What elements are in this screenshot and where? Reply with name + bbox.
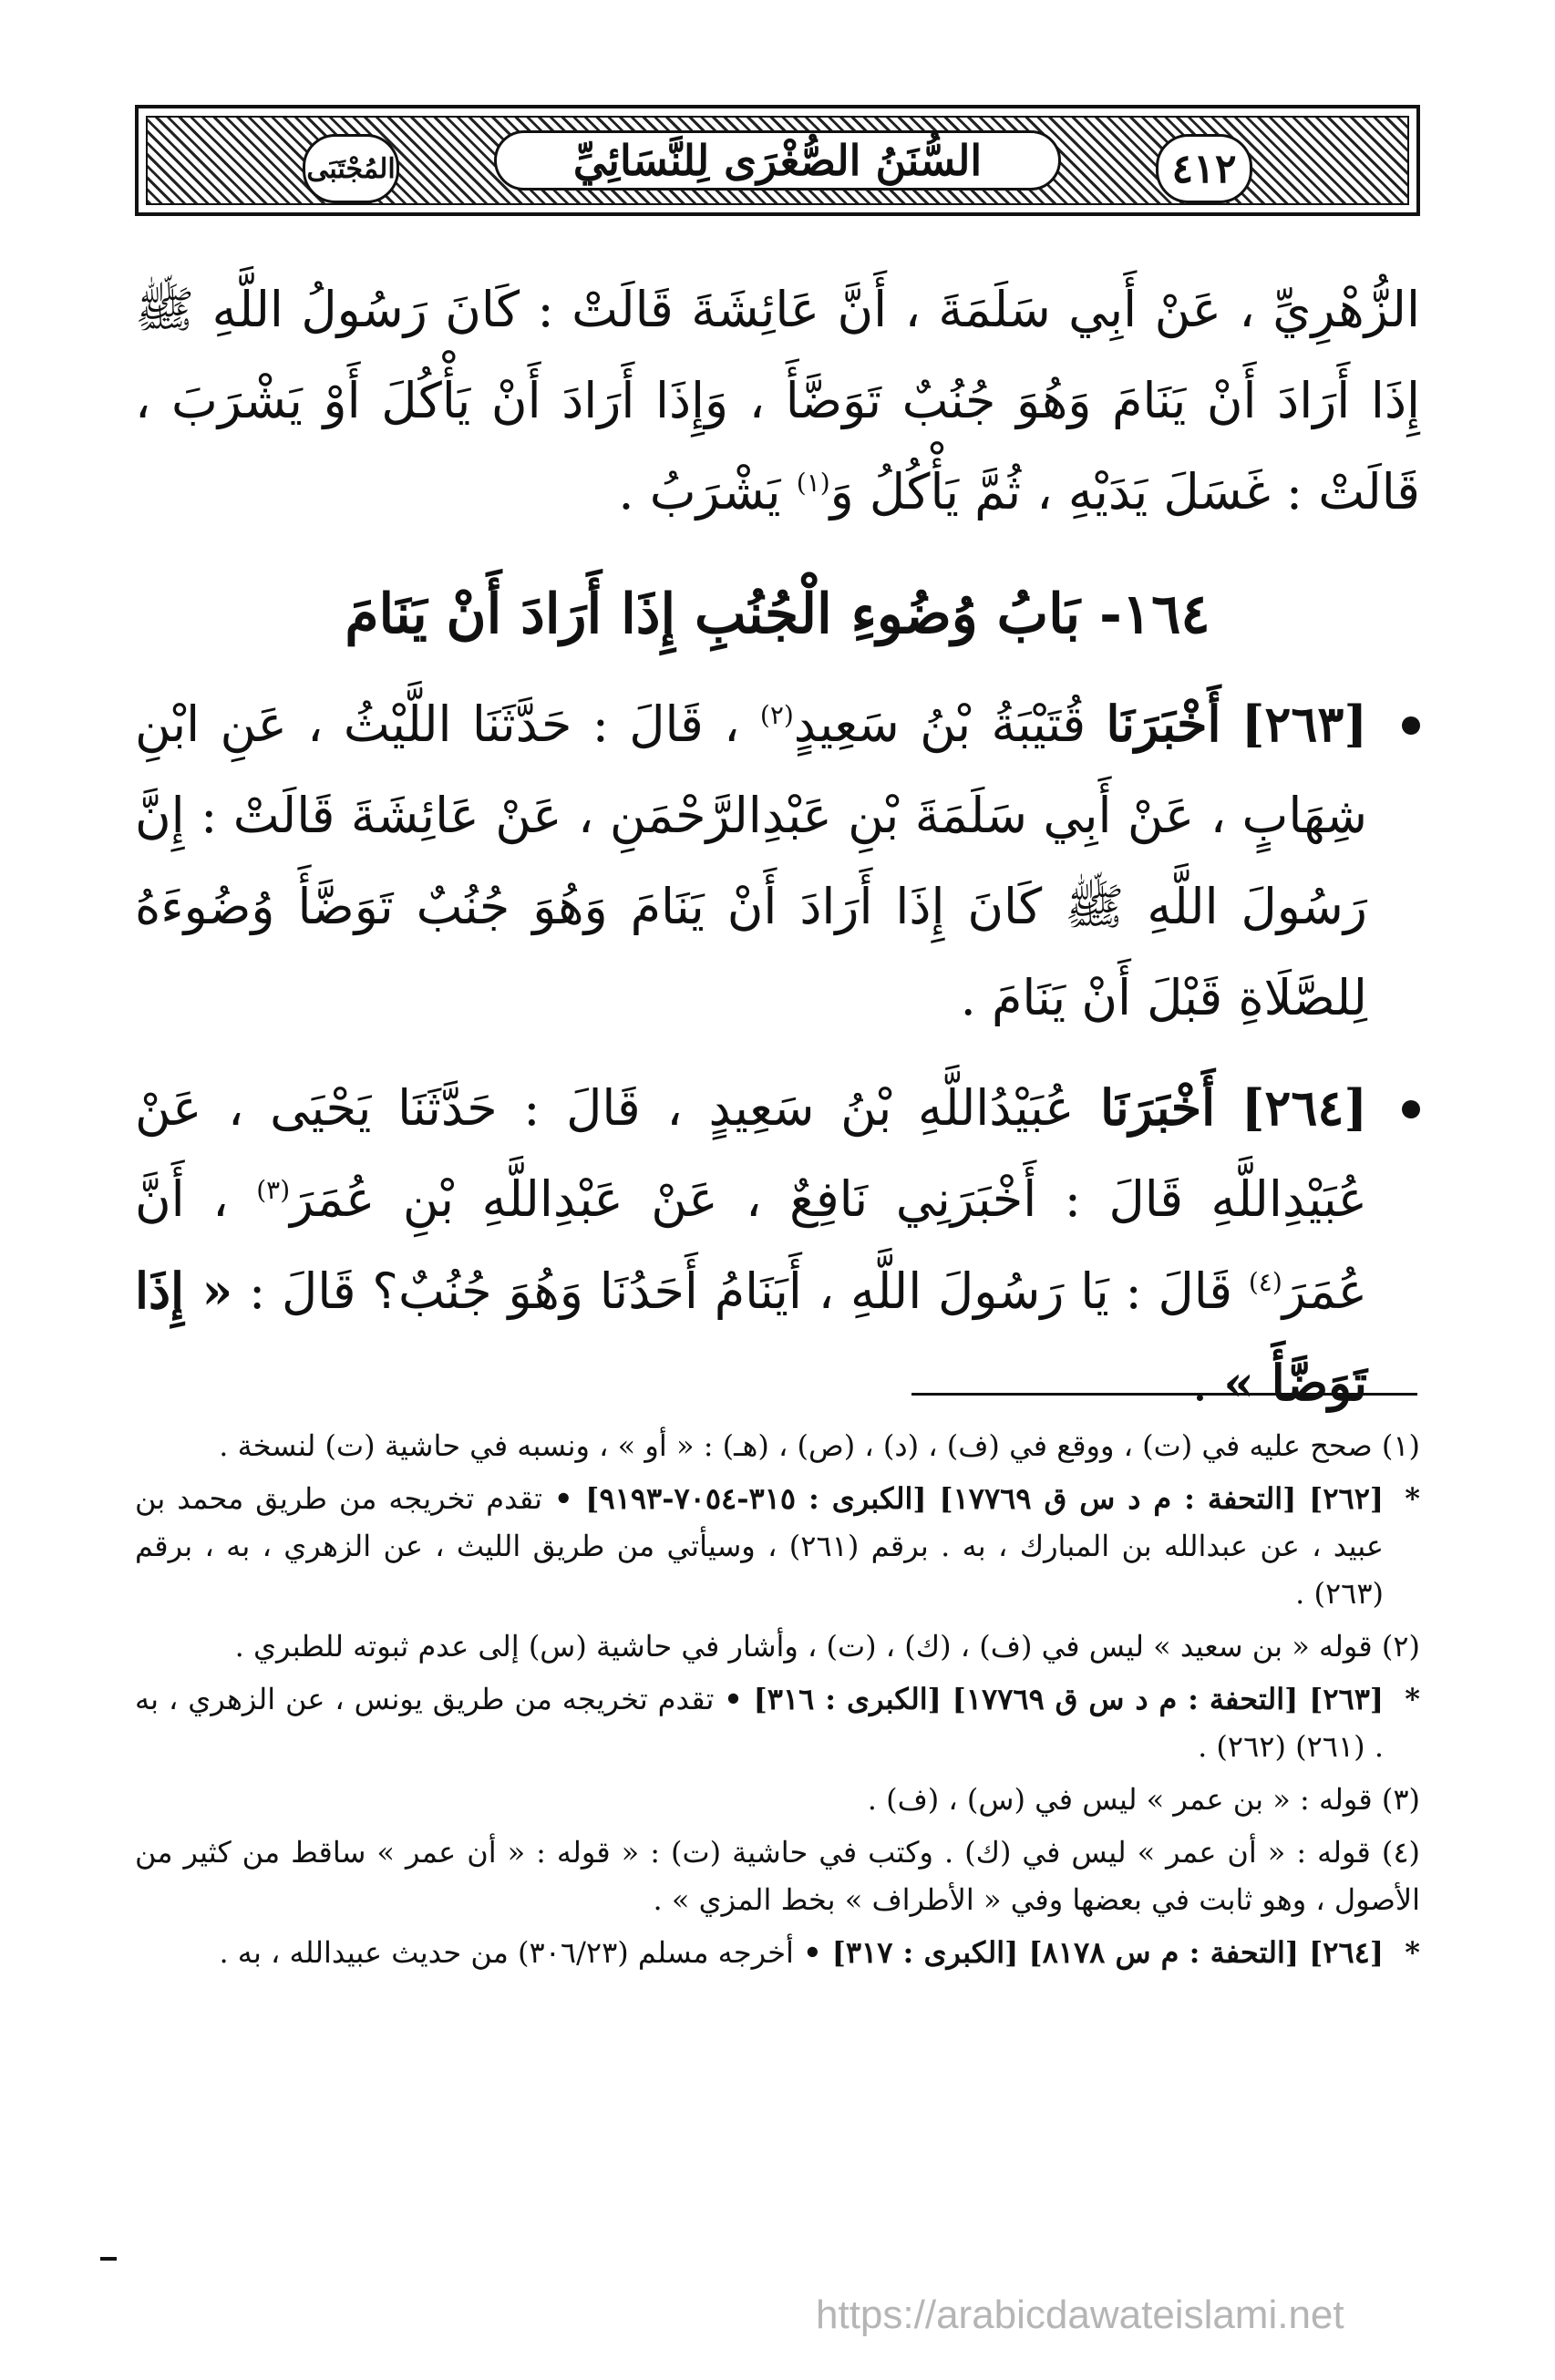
page-edge-mark [100, 2257, 117, 2261]
hadith-end: . [1191, 1355, 1209, 1412]
series-medallion [303, 134, 399, 203]
akhbarana-label: أَخْبَرَنَا [1106, 695, 1221, 753]
continued-hadith-text: الزُّهْرِيِّ ، عَنْ أَبِي سَلَمَةَ ، أَنَّ عَائِشَةَ قَالَتْ : كَانَ رَسُولُ اللَّهِ ﷺ إِذَا أَرَادَ أَنْ يَنَامَ وَهُوَ جُنُبٌ تَوَضَّأَ ، وَإِذَا أَرَادَ أَنْ يَأْكُلَ أَوْ يَشْرَبَ ، قَالَتْ : غَسَلَ يَدَيْهِ ، ثُمَّ يَأْكُلُ وَ [135, 281, 1420, 520]
footnote-text: (٤) قوله : « أن عمر » ليس في (ك) . وكتب في حاشية (ت) : « قوله : « أن عمر » ساقط من كثير من الأصول ، وهو ثابت في بعضها وفي « الأطراف » بخط المزي » . [135, 1835, 1420, 1917]
bullet-icon [1402, 1100, 1420, 1118]
chapter-heading: ١٦٤- بَابُ وُضُوءِ الْجُنُبِ إِذَا أَرَادَ أَنْ يَنَامَ [345, 582, 1210, 646]
prophet-answer: « إِذَا تَوَضَّأَ » [135, 1262, 1367, 1412]
watermark-url: https://arabicdawateislami.net [816, 2292, 1344, 2337]
takhrij-264 [135, 1929, 1420, 1976]
book-title: السُّنَنُ الصُّغْرَى لِلنَّسَائِيِّ [572, 136, 983, 185]
continued-hadith-tail: يَشْرَبُ . [618, 463, 781, 520]
page-number-medallion [1156, 134, 1252, 203]
hadith-text: ، قَالَ : حَدَّثَنَا اللَّيْثُ ، عَنِ ابْنِ شِهَابٍ ، عَنْ أَبِي سَلَمَةَ بْنِ عَبْدِالرَّحْمَنِ ، عَنْ عَائِشَةَ قَالَتْ : إِنَّ رَسُولَ اللَّهِ ﷺ كَانَ إِذَا أَرَادَ أَنْ يَنَامَ وَهُوَ جُنُبٌ تَوَضَّأَ وُضُوءَهُ لِلصَّلَاةِ قَبْلَ أَنْ يَنَامَ . [135, 695, 1367, 1026]
takhrij-ref: [٢٦٣] [التحفة : م د س ق ١٧٧٦٩] [الكبرى : ٣١٦] • [724, 1682, 1385, 1716]
hadith-263 [135, 678, 1420, 1044]
star-icon: * [1405, 1481, 1420, 1516]
hadith-text: قَالَ : يَا رَسُولَ اللَّهِ ، أَيَنَامُ أَحَدُنَا وَهُوَ جُنُبٌ؟ قَالَ : [249, 1262, 1233, 1320]
header-title-band [494, 130, 1061, 191]
footnote-ref-2: (٢) [759, 700, 794, 730]
continued-hadith [135, 264, 1420, 538]
header-ornamental-frame [146, 116, 1409, 205]
takhrij-263 [135, 1675, 1420, 1770]
footnote-separator [911, 1393, 1417, 1396]
star-icon: * [1405, 1935, 1420, 1970]
main-text [135, 264, 1420, 1448]
footnote-2 [135, 1623, 1420, 1670]
footnote-1 [135, 1422, 1420, 1469]
hadith-number: [٢٦٣] [1241, 695, 1367, 753]
hadith-text: قُتَيْبَةُ بْنُ سَعِيدٍ [793, 695, 1086, 753]
bullet-icon [1402, 716, 1420, 735]
page-number: ٤١٢ [1171, 145, 1237, 192]
footnote-ref-3: (٣) [256, 1175, 291, 1205]
hadith-264 [135, 1062, 1420, 1429]
takhrij-text: تقدم تخريجه من طريق يونس ، عن الزهري ، به . (٢٦١) (٢٦٢) . [135, 1682, 1384, 1764]
takhrij-ref: [٢٦٤] [التحفة : م س ٨١٧٨] [الكبرى : ٣١٧] • [803, 1935, 1384, 1970]
footnote-text: (٣) قوله : « بن عمر » ليس في (س) ، (ف) . [867, 1782, 1420, 1817]
takhrij-ref: [٢٦٢] [التحفة : م د س ق ١٧٧٦٩] [الكبرى : ٣١٥-٧٠٥٤-٩١٩٣] • [553, 1481, 1385, 1516]
footnote-text: (٢) قوله « بن سعيد » ليس في (ف) ، (ك) ، (ت) ، وأشار في حاشية (س) إلى عدم ثبوته للطبري . [234, 1629, 1420, 1664]
star-icon: * [1405, 1682, 1420, 1716]
footnote-ref-1: (١) [796, 468, 830, 498]
takhrij-text: تقدم تخريجه من طريق محمد بن عبيد ، عن عبدالله بن المبارك ، به . برقم (٢٦١) ، وسيأتي من طريق الليث ، عن الزهري ، به ، برقم (٢٦٣) . [135, 1481, 1385, 1611]
hadith-text: عُبَيْدُاللَّهِ بْنُ سَعِيدٍ ، قَالَ : حَدَّثَنَا يَحْيَى ، عَنْ عُبَيْدِاللَّهِ قَالَ : أَخْبَرَنِي نَافِعٌ ، عَنْ عَبْدِاللَّهِ بْنِ عُمَرَ [135, 1079, 1368, 1228]
akhbarana-label: أَخْبَرَنَا [1100, 1078, 1216, 1137]
footnote-3 [135, 1776, 1420, 1823]
hadith-text: ، أَنَّ عُمَرَ [135, 1170, 1367, 1320]
footnote-text: (١) صحح عليه في (ت) ، ووقع في (ف) ، (د) ، (ص) ، (هـ) : « أو » ، ونسبه في حاشية (ت) لنسخة . [219, 1428, 1420, 1463]
takhrij-262 [135, 1475, 1420, 1617]
page-header [135, 105, 1420, 216]
series-tag: المُجْتَبَى [306, 152, 396, 185]
footnotes [135, 1422, 1420, 1982]
hadith-number: [٢٦٤] [1241, 1078, 1367, 1137]
takhrij-text: أخرجه مسلم (٣٠٦/٢٣) من حديث عبيدالله ، به . [219, 1935, 794, 1970]
footnote-4 [135, 1829, 1420, 1923]
footnote-ref-4: (٤) [1248, 1267, 1282, 1297]
